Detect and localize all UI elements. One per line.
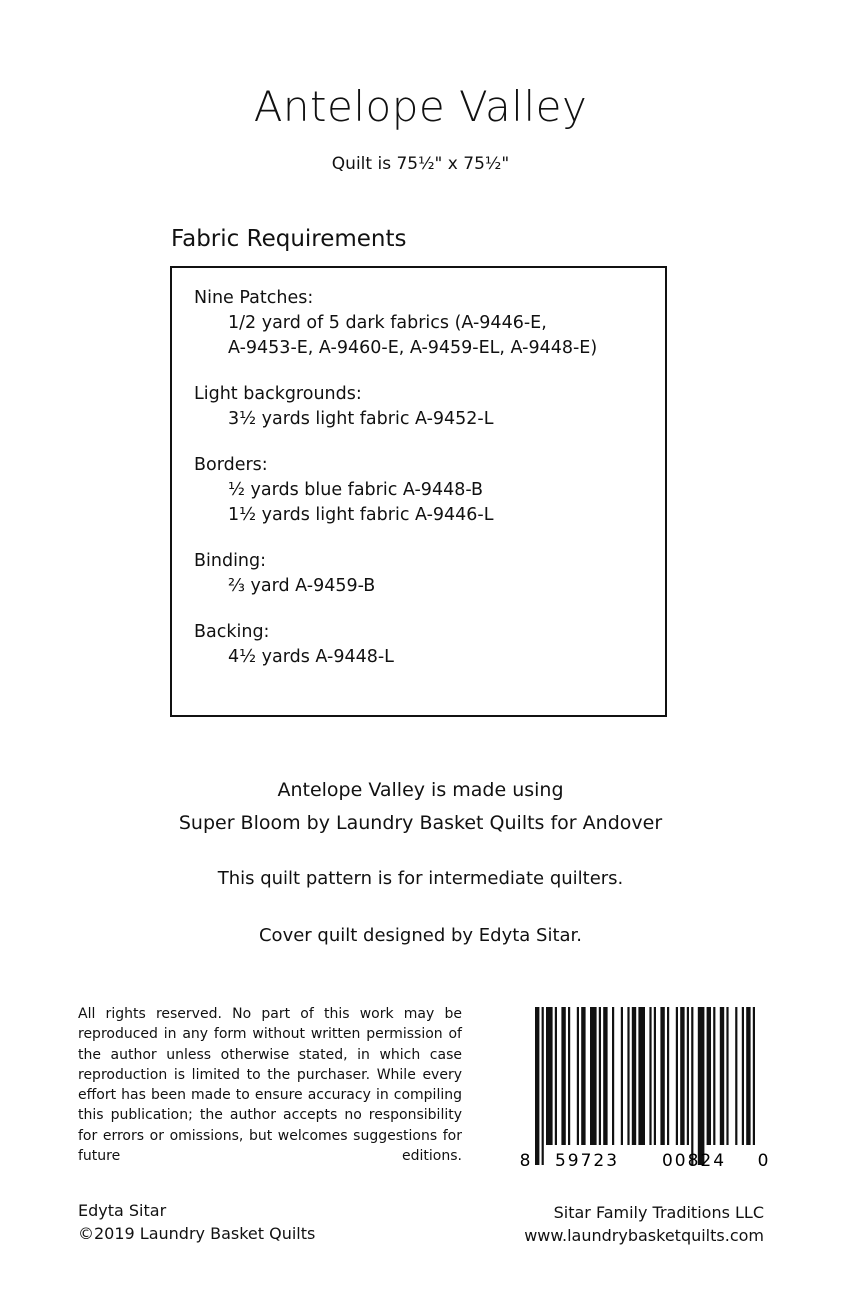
barcode-digits-left: 59723 — [554, 1151, 620, 1171]
page-title: Antelope Valley — [253, 82, 588, 131]
barcode-bar — [742, 1007, 744, 1145]
copyright: ©2019 Laundry Basket Quilts — [78, 1224, 316, 1243]
barcode-bar — [667, 1007, 669, 1145]
barcode-bar — [621, 1007, 623, 1145]
barcode-bar — [680, 1007, 684, 1145]
requirements-heading: Fabric Requirements — [171, 226, 407, 252]
author-block — [78, 1199, 315, 1245]
barcode-bar — [603, 1007, 607, 1145]
barcode-graphic — [517, 1003, 771, 1173]
designer-credit: Cover quilt designed by Edyta Sitar. — [258, 925, 583, 946]
barcode-bar — [561, 1007, 565, 1145]
barcode-bar — [654, 1007, 656, 1145]
group-backing — [194, 620, 665, 670]
quilt-size: Quilt is 75½" x 75½" — [331, 154, 510, 174]
skill-level: This quilt pattern is for intermediate quilters. — [217, 868, 624, 889]
barcode-digit-last: 0 — [757, 1151, 769, 1171]
group-item: 3½ yards light fabric A-9452-L — [228, 409, 494, 429]
fabric-line-note — [0, 774, 841, 840]
barcode-digits-right: 00824 — [661, 1151, 727, 1171]
author-name: Edyta Sitar — [78, 1201, 167, 1220]
barcode-bar — [627, 1007, 629, 1145]
barcode-bar — [590, 1007, 597, 1145]
barcode-bar — [753, 1007, 755, 1145]
group-borders — [194, 453, 665, 528]
barcode-bar — [577, 1007, 579, 1145]
group-light-backgrounds — [194, 382, 665, 432]
rights-notice: All rights reserved. No part of this work may be reproduced in any form without written permission of the author unless otherwise stated, in which case reproduction is limited to the purchaser. While every effort has been made to ensure accuracy in compiling this publication; the author accepts no responsibility for errors or omissions, but welcomes suggestions for future editions. — [78, 1006, 462, 1165]
barcode-bar — [707, 1007, 711, 1145]
group-label: Nine Patches: — [194, 288, 314, 308]
barcode-bar — [581, 1007, 585, 1145]
barcode-bar — [676, 1007, 678, 1145]
barcode-bar — [726, 1007, 728, 1145]
group-item: 1½ yards light fabric A-9446-L — [228, 505, 494, 525]
barcode-bar — [546, 1007, 553, 1145]
barcode-bar — [599, 1007, 601, 1145]
barcode-bar — [720, 1007, 724, 1145]
barcode-digit-first: 8 — [519, 1151, 531, 1171]
website-link[interactable]: www.laundrybasketquilts.com — [524, 1226, 764, 1245]
group-nine-patches — [194, 286, 665, 361]
group-label: Backing: — [194, 622, 270, 642]
company-name: Sitar Family Traditions LLC — [553, 1203, 764, 1222]
group-label: Binding: — [194, 551, 267, 571]
barcode-bar — [542, 1007, 544, 1165]
made-using-line-2: Super Bloom by Laundry Basket Quilts for Andover — [178, 812, 663, 834]
group-item: ⅔ yard A-9459-B — [228, 576, 376, 596]
barcode-bar — [698, 1007, 705, 1165]
barcode-bar — [713, 1007, 715, 1145]
barcode-bar — [691, 1007, 693, 1165]
group-label: Light backgrounds: — [194, 384, 362, 404]
requirements-box — [170, 266, 667, 717]
publisher-block — [524, 1201, 764, 1247]
group-item: 1/2 yard of 5 dark fabrics (A-9446-E, — [228, 313, 547, 333]
barcode-bar — [660, 1007, 664, 1145]
barcode-bar — [687, 1007, 689, 1145]
barcode-bar — [568, 1007, 570, 1145]
group-item: 4½ yards A-9448-L — [228, 647, 394, 667]
group-binding — [194, 549, 665, 599]
barcode-bar — [612, 1007, 614, 1145]
barcode — [517, 1003, 771, 1173]
made-using-line-1: Antelope Valley is made using — [277, 779, 564, 801]
barcode-bar — [555, 1007, 557, 1145]
barcode-bar — [638, 1007, 645, 1145]
group-label: Borders: — [194, 455, 268, 475]
barcode-bar — [535, 1007, 539, 1165]
group-item: A-9453-E, A-9460-E, A-9459-EL, A-9448-E) — [228, 338, 598, 358]
barcode-bar — [735, 1007, 737, 1145]
group-item: ½ yards blue fabric A-9448-B — [228, 480, 484, 500]
barcode-bar — [632, 1007, 636, 1145]
barcode-bar — [649, 1007, 651, 1145]
barcode-bar — [746, 1007, 750, 1145]
